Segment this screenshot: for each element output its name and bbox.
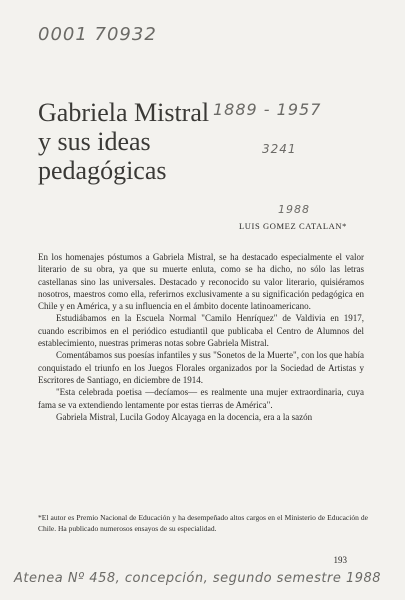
handwritten-number: 3241 (262, 142, 297, 156)
paragraph-4: "Esta celebrada poetisa —decíamos— es realmente una mujer extraordinaria, cuya fama se va extendiendo lentamente por estas tierras de América". (38, 387, 364, 410)
paragraph-1: En los homenajes póstumos a Gabriela Mistral, se ha destacado especialmente el valor literario de su obra, ya que su muerte enluta, como se ha dicho, no sólo las letras castellanas sino las universales. Destacado y reconocido su valor literario, quisiéramos nosotros, maestros como ella, referirnos exclusivamente a su significación pedagógica en Chile y en América, y a su influencia en el ámbito docente latinoamericano. (38, 252, 364, 312)
title-line-3: pedagógicas (38, 156, 167, 185)
handwritten-source-note: Atenea Nº 458, concepción, segundo semestre 1988 (14, 571, 382, 586)
paragraph-3: Comentábamos sus poesías infantiles y sus "Sonetos de la Muerte", con los que había conquistado el triunfo en los Juegos Florales organizados por la Sociedad de Artistas y Escritores de Santiago, en diciembre de 1914. (38, 350, 364, 385)
title-line-2: y sus ideas (38, 127, 151, 156)
article-body (38, 251, 364, 423)
paragraph-2: Estudiábamos en la Escuela Normal "Camilo Henríquez" de Valdivia en 1917, cuando escribimos en el periódico estudiantil que publicaba el Centro de Alumnos del establecimiento, nuestras primeras notas sobre Gabriela Mistral. (38, 313, 364, 349)
handwritten-catalog-number: 0001 70932 (38, 24, 157, 45)
footnote: *El autor es Premio Nacional de Educación y ha desempeñado altos cargos en el Ministerio de Educación de Chile. Ha publicado numerosos ensayos de su especialidad. (38, 513, 368, 533)
author-byline: LUIS GOMEZ CATALAN* (239, 221, 347, 231)
paragraph-5: Gabriela Mistral, Lucila Godoy Alcayaga en la docencia, era a la sazón (56, 411, 313, 422)
title-line-1: Gabriela Mistral (38, 98, 210, 127)
handwritten-dates: 1889 - 1957 (213, 100, 322, 119)
page-number: 193 (333, 555, 347, 565)
article-title (38, 98, 209, 185)
handwritten-year: 1988 (278, 203, 310, 216)
